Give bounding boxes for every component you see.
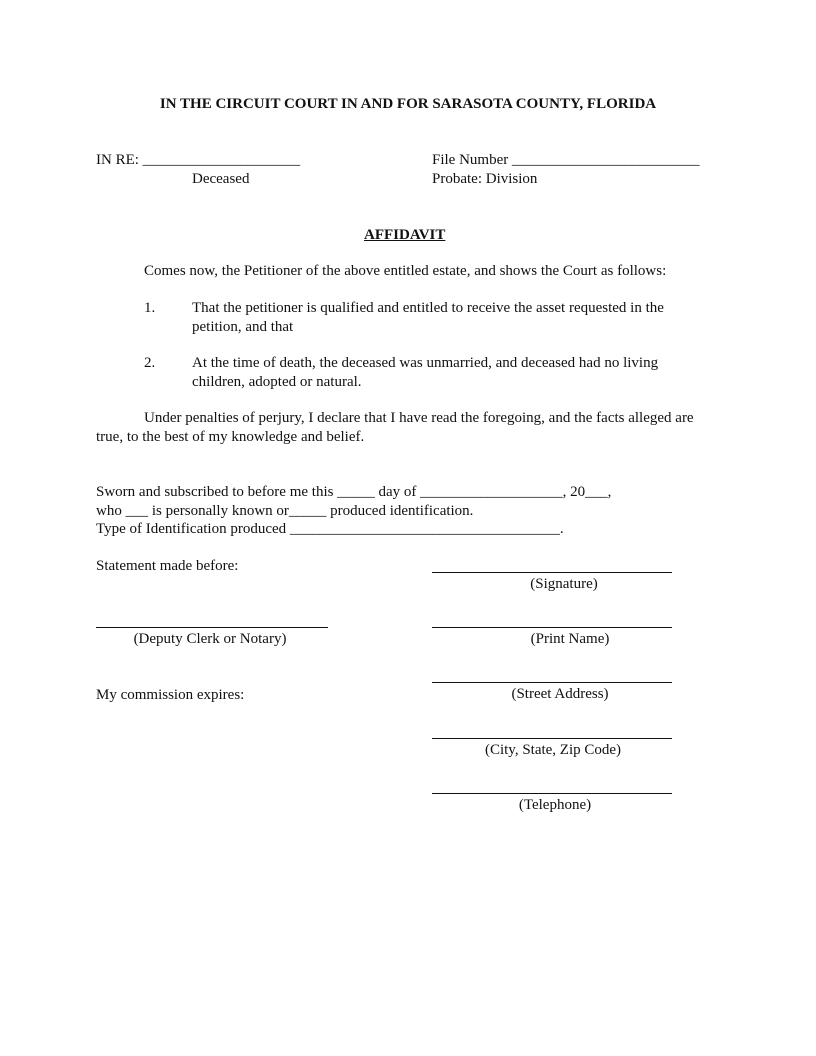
- signature-line: [432, 572, 672, 573]
- print-name-line: [432, 627, 672, 628]
- affidavit-title: AFFIDAVIT: [364, 227, 446, 243]
- probate-division-label: Probate: Division: [432, 171, 538, 187]
- deputy-clerk-label: (Deputy Clerk or Notary): [133, 631, 287, 647]
- sworn-line: Sworn and subscribed to before me this _____ day of ___________________, 20___,: [96, 484, 612, 500]
- intro-paragraph: Comes now, the Petitioner of the above entitled estate, and shows the Court as follows:: [144, 263, 667, 279]
- street-address-label: (Street Address): [511, 686, 609, 702]
- identification-known-line: who ___ is personally known or_____ produced identification.: [96, 503, 474, 519]
- file-number-field: File Number _________________________: [432, 152, 700, 168]
- statement-made-before-label: Statement made before:: [96, 558, 239, 574]
- commission-expires-label: My commission expires:: [96, 687, 245, 703]
- telephone-label: (Telephone): [518, 797, 592, 813]
- print-name-label: (Print Name): [530, 631, 610, 647]
- signature-label: (Signature): [530, 576, 598, 592]
- item-number: 1.: [144, 300, 156, 316]
- city-state-zip-line: [432, 738, 672, 739]
- item-text: At the time of death, the deceased was unmarried, and deceased had no living children, adopted or natural.: [192, 355, 659, 390]
- telephone-line: [432, 793, 672, 794]
- deceased-label: Deceased: [192, 171, 250, 187]
- declaration-paragraph: Under penalties of perjury, I declare that I have read the foregoing, and the facts alleged are true, to the best of my knowledge and belief.: [96, 410, 694, 445]
- city-state-zip-label: (City, State, Zip Code): [484, 742, 622, 758]
- item-number: 2.: [144, 355, 156, 371]
- item-text: That the petitioner is qualified and entitled to receive the asset requested in the petition, and that: [192, 300, 664, 335]
- in-re-field: IN RE: _____________________: [96, 152, 301, 168]
- identification-type-line: Type of Identification produced ____________________________________.: [96, 521, 564, 537]
- street-address-line: [432, 682, 672, 683]
- notary-signature-line: [96, 627, 328, 628]
- court-title: IN THE CIRCUIT COURT IN AND FOR SARASOTA COUNTY, FLORIDA: [159, 96, 657, 112]
